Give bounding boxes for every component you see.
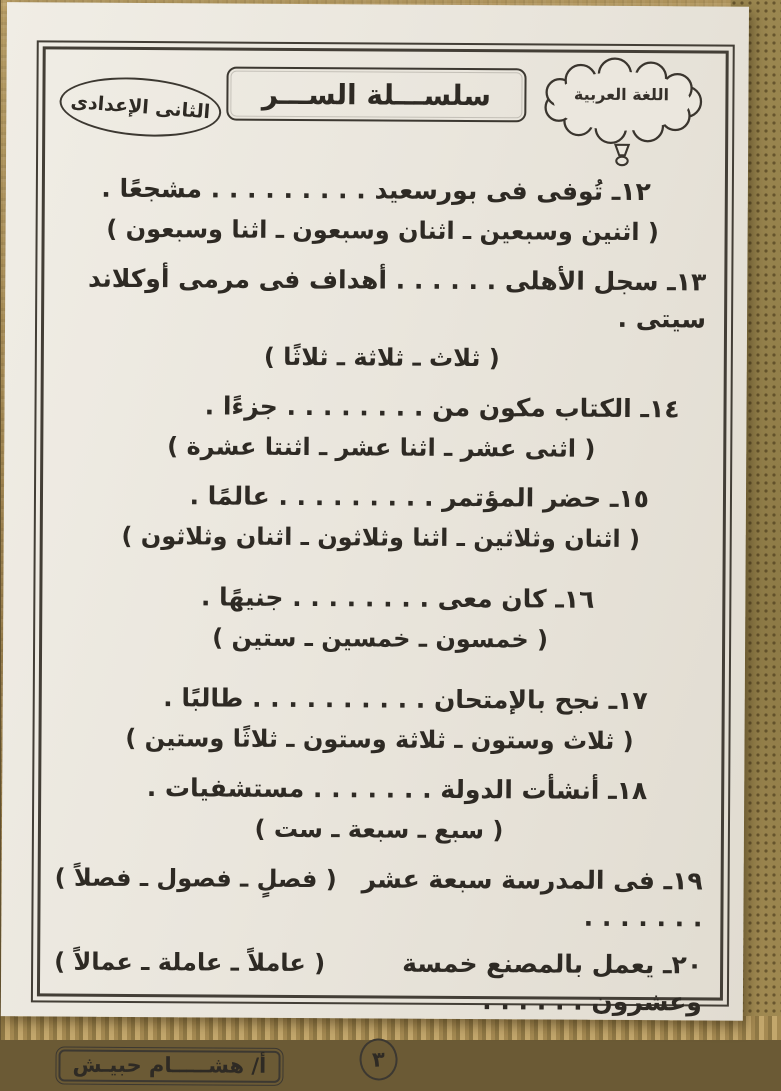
photo-background — [1, 0, 781, 1078]
subject-label: اللغة العربية — [573, 84, 669, 104]
grade-badge — [57, 72, 223, 142]
question-options: ( خمسون ـ خمسين ـ ستين ) — [211, 623, 548, 654]
question-text: ١٢ـ تُوفى فى بورسعيد . . . . . . . . . مشجعًا . — [100, 173, 651, 207]
question-text: ١٩ـ فى المدرسة سبعة عشر . . . . . . . — [361, 864, 703, 933]
series-title — [226, 67, 526, 123]
question-text: ٢٠ـ يعمل بالمصنع خمسة وعشرون . . . . . . — [401, 948, 702, 1017]
question-options: ( اثنان وثلاثين ـ اثنا وثلاثون ـ اثنان وثلاثون ) — [120, 521, 640, 554]
question-text: ١٦ـ كان معى . . . . . . . . جنيهًا . — [200, 582, 594, 614]
question-item-13 — [57, 260, 706, 378]
question-item-18 — [54, 768, 702, 849]
questions-list — [47, 159, 714, 1030]
page-footer — [49, 1030, 707, 1090]
question-text: ١٨ـ أنشأت الدولة . . . . . . . مستشفيات . — [146, 773, 647, 806]
question-text: ١٥ـ حضر المؤتمر . . . . . . . . . عالمًا . — [188, 481, 649, 514]
question-text: ١٧ـ نجح بالإمتحان . . . . . . . . . . طالبًا . — [162, 683, 648, 716]
page-frame-inner — [36, 46, 728, 1078]
question-options: ( فصلٍ ـ فصول ـ فصلاً ) — [54, 863, 337, 894]
question-options: ( عاملاً ـ عاملة ـ عمالاً ) — [53, 947, 325, 978]
question-item-17 — [55, 678, 703, 759]
question-item-19 — [54, 858, 702, 936]
worksheet-page — [0, 2, 748, 1078]
question-options: ( اثنين وسبعين ـ اثنان وسبعون ـ اثنا وسبعون ) — [105, 214, 659, 247]
question-item-16 — [56, 578, 704, 659]
subject-bubble — [530, 54, 711, 177]
question-item-20 — [53, 942, 701, 1020]
question-options: ( ثلاث وستون ـ ثلاثة وستون ـ ثلاثًا وستين ) — [124, 723, 634, 756]
question-item-12 — [58, 170, 706, 251]
series-title-label: سلســـلة الســـر — [261, 77, 491, 112]
page-number-label: ٣ — [370, 1047, 386, 1072]
teacher-name-label: أ/ هشـــــام حبيـش — [58, 1050, 280, 1083]
page-frame-outer — [30, 40, 734, 1078]
question-item-14 — [57, 387, 705, 468]
page-header — [53, 53, 716, 163]
question-text: ١٣ـ سجل الأهلى . . . . . . أهداف فى مرمى أوكلاند سيتى . — [87, 263, 706, 334]
question-options: ( ثلاث ـ ثلاثة ـ ثلاثًا ) — [263, 342, 500, 373]
page-number-badge — [358, 1037, 399, 1081]
grade-badge-label: الثانى الإعدادى — [69, 90, 211, 124]
teacher-name-box — [55, 1047, 283, 1086]
question-options: ( سبع ـ سبعة ـ ست ) — [253, 814, 503, 845]
question-item-15 — [56, 477, 704, 558]
question-options: ( اثنى عشر ـ اثنا عشر ـ اثنتا عشرة ) — [166, 432, 595, 463]
question-text: ١٤ـ الكتاب مكون من . . . . . . . . جزءًا . — [204, 391, 680, 424]
